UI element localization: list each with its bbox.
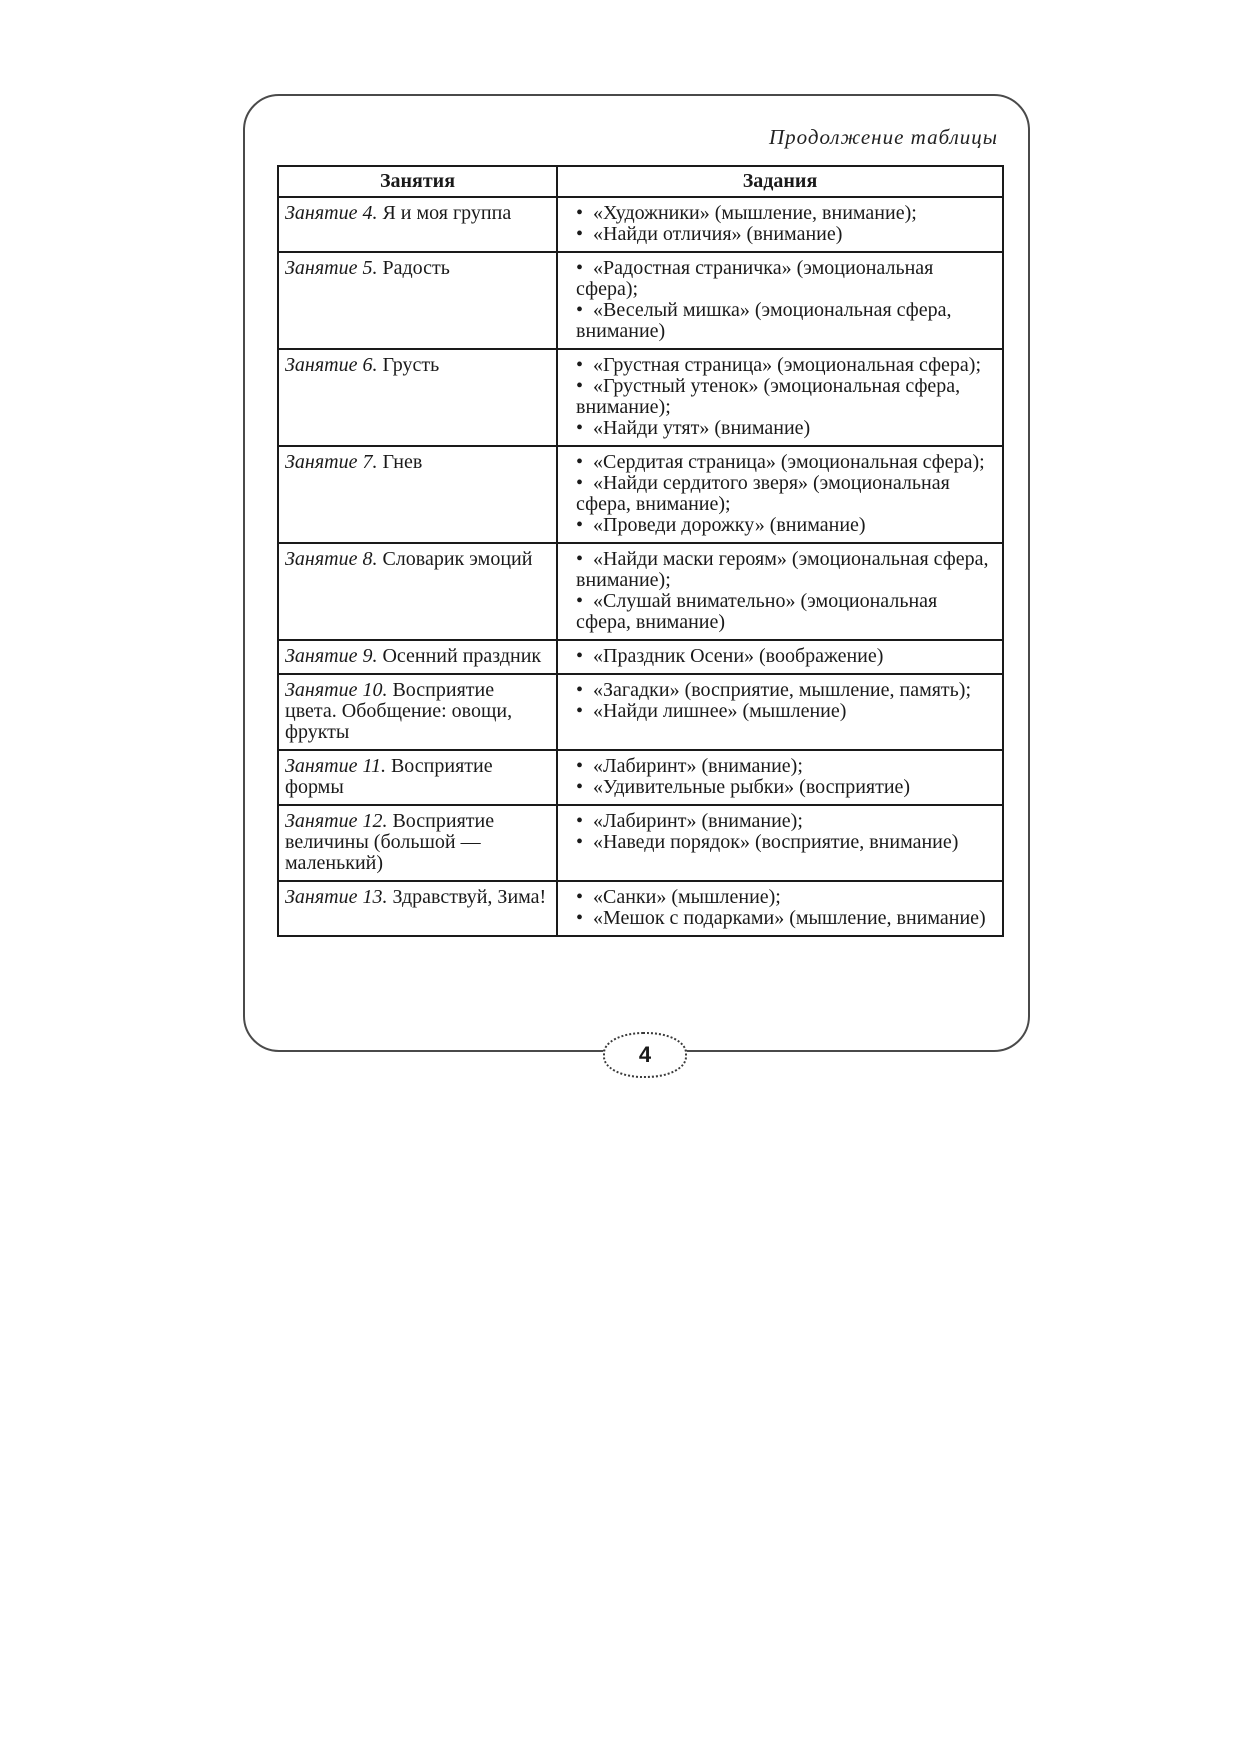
task-item: • «Радостная страничка» (эмоциональная сфера); bbox=[564, 258, 996, 300]
lesson-plan-table bbox=[277, 165, 1004, 937]
table-row bbox=[278, 881, 1003, 936]
task-item: • «Санки» (мышление); bbox=[564, 887, 996, 908]
table-row bbox=[278, 543, 1003, 640]
table-row bbox=[278, 349, 1003, 446]
lesson-title: Радость bbox=[382, 257, 450, 279]
task-item: • «Сердитая страница» (эмоциональная сфера); bbox=[564, 452, 996, 473]
tasks-cell bbox=[557, 543, 1003, 640]
tasks-cell bbox=[557, 750, 1003, 805]
table-continuation-caption: Продолжение таблицы bbox=[768, 125, 998, 149]
lesson-cell bbox=[278, 543, 557, 640]
task-item: • «Лабиринт» (внимание); bbox=[564, 811, 996, 832]
header-tasks: Задания bbox=[557, 166, 1003, 197]
task-item: • «Веселый мишка» (эмоциональная сфера, внимание) bbox=[564, 300, 996, 342]
lesson-number: Занятие 5. bbox=[285, 257, 378, 279]
task-item: • «Лабиринт» (внимание); bbox=[564, 756, 996, 777]
table-row bbox=[278, 252, 1003, 349]
lesson-cell bbox=[278, 197, 557, 252]
lesson-number: Занятие 13. bbox=[285, 886, 388, 908]
task-item: • «Мешок с подарками» (мышление, внимание) bbox=[564, 908, 996, 929]
lesson-cell bbox=[278, 805, 557, 881]
table-row bbox=[278, 674, 1003, 750]
lesson-cell bbox=[278, 252, 557, 349]
lesson-number: Занятие 6. bbox=[285, 354, 378, 376]
task-item: • «Найди лишнее» (мышление) bbox=[564, 701, 996, 722]
tasks-cell bbox=[557, 805, 1003, 881]
task-item: • «Художники» (мышление, внимание); bbox=[564, 203, 996, 224]
lesson-cell bbox=[278, 446, 557, 543]
header-lessons: Занятия bbox=[278, 166, 557, 197]
task-item: • «Наведи порядок» (восприятие, внимание) bbox=[564, 832, 996, 853]
lesson-number: Занятие 8. bbox=[285, 548, 378, 570]
tasks-cell bbox=[557, 446, 1003, 543]
lesson-title: Словарик эмоций bbox=[382, 548, 533, 570]
tasks-cell bbox=[557, 674, 1003, 750]
tasks-cell bbox=[557, 881, 1003, 936]
table-row bbox=[278, 805, 1003, 881]
task-item: • «Грустная страница» (эмоциональная сфера); bbox=[564, 355, 996, 376]
lesson-title: Восприятие формы bbox=[285, 755, 493, 798]
task-item: • «Найди сердитого зверя» (эмоциональная сфера, внимание); bbox=[564, 473, 996, 515]
task-item: • «Удивительные рыбки» (восприятие) bbox=[564, 777, 996, 798]
lesson-cell bbox=[278, 750, 557, 805]
table-header-row bbox=[278, 166, 1003, 197]
lesson-title: Гнев bbox=[382, 451, 423, 473]
lesson-cell bbox=[278, 881, 557, 936]
table-row bbox=[278, 640, 1003, 674]
task-item: • «Праздник Осени» (воображение) bbox=[564, 646, 996, 667]
page-number-badge bbox=[603, 1032, 687, 1078]
lesson-number: Занятие 4. bbox=[285, 202, 378, 224]
lesson-cell bbox=[278, 674, 557, 750]
table-row bbox=[278, 446, 1003, 543]
tasks-cell bbox=[557, 197, 1003, 252]
task-item: • «Найди отличия» (внимание) bbox=[564, 224, 996, 245]
lesson-number: Занятие 12. bbox=[285, 810, 388, 832]
task-item: • «Проведи дорожку» (внимание) bbox=[564, 515, 996, 536]
lesson-number: Занятие 9. bbox=[285, 645, 378, 667]
tasks-cell bbox=[557, 252, 1003, 349]
task-item: • «Найди маски героям» (эмоциональная сфера, внимание); bbox=[564, 549, 996, 591]
lesson-title: Я и моя группа bbox=[382, 202, 512, 224]
lesson-cell bbox=[278, 640, 557, 674]
lesson-number: Занятие 10. bbox=[285, 679, 388, 701]
task-item: • «Слушай внимательно» (эмоциональная сфера, внимание) bbox=[564, 591, 996, 633]
lesson-title: Осенний праздник bbox=[382, 645, 542, 667]
task-item: • «Загадки» (восприятие, мышление, память); bbox=[564, 680, 996, 701]
lesson-number: Занятие 11. bbox=[285, 755, 386, 777]
lesson-number: Занятие 7. bbox=[285, 451, 378, 473]
table-row bbox=[278, 750, 1003, 805]
lesson-title: Восприятие величины (большой — маленький) bbox=[285, 810, 495, 874]
task-item: • «Грустный утенок» (эмоциональная сфера, внимание); bbox=[564, 376, 996, 418]
lesson-title: Грусть bbox=[382, 354, 440, 376]
lesson-cell bbox=[278, 349, 557, 446]
table-row bbox=[278, 197, 1003, 252]
task-item: • «Найди утят» (внимание) bbox=[564, 418, 996, 439]
lesson-title: Здравствуй, Зима! bbox=[392, 886, 547, 908]
page-number: 4 bbox=[638, 1042, 652, 1067]
lesson-title: Восприятие цвета. Обобщение: овощи, фрукты bbox=[285, 679, 513, 743]
tasks-cell bbox=[557, 349, 1003, 446]
tasks-cell bbox=[557, 640, 1003, 674]
